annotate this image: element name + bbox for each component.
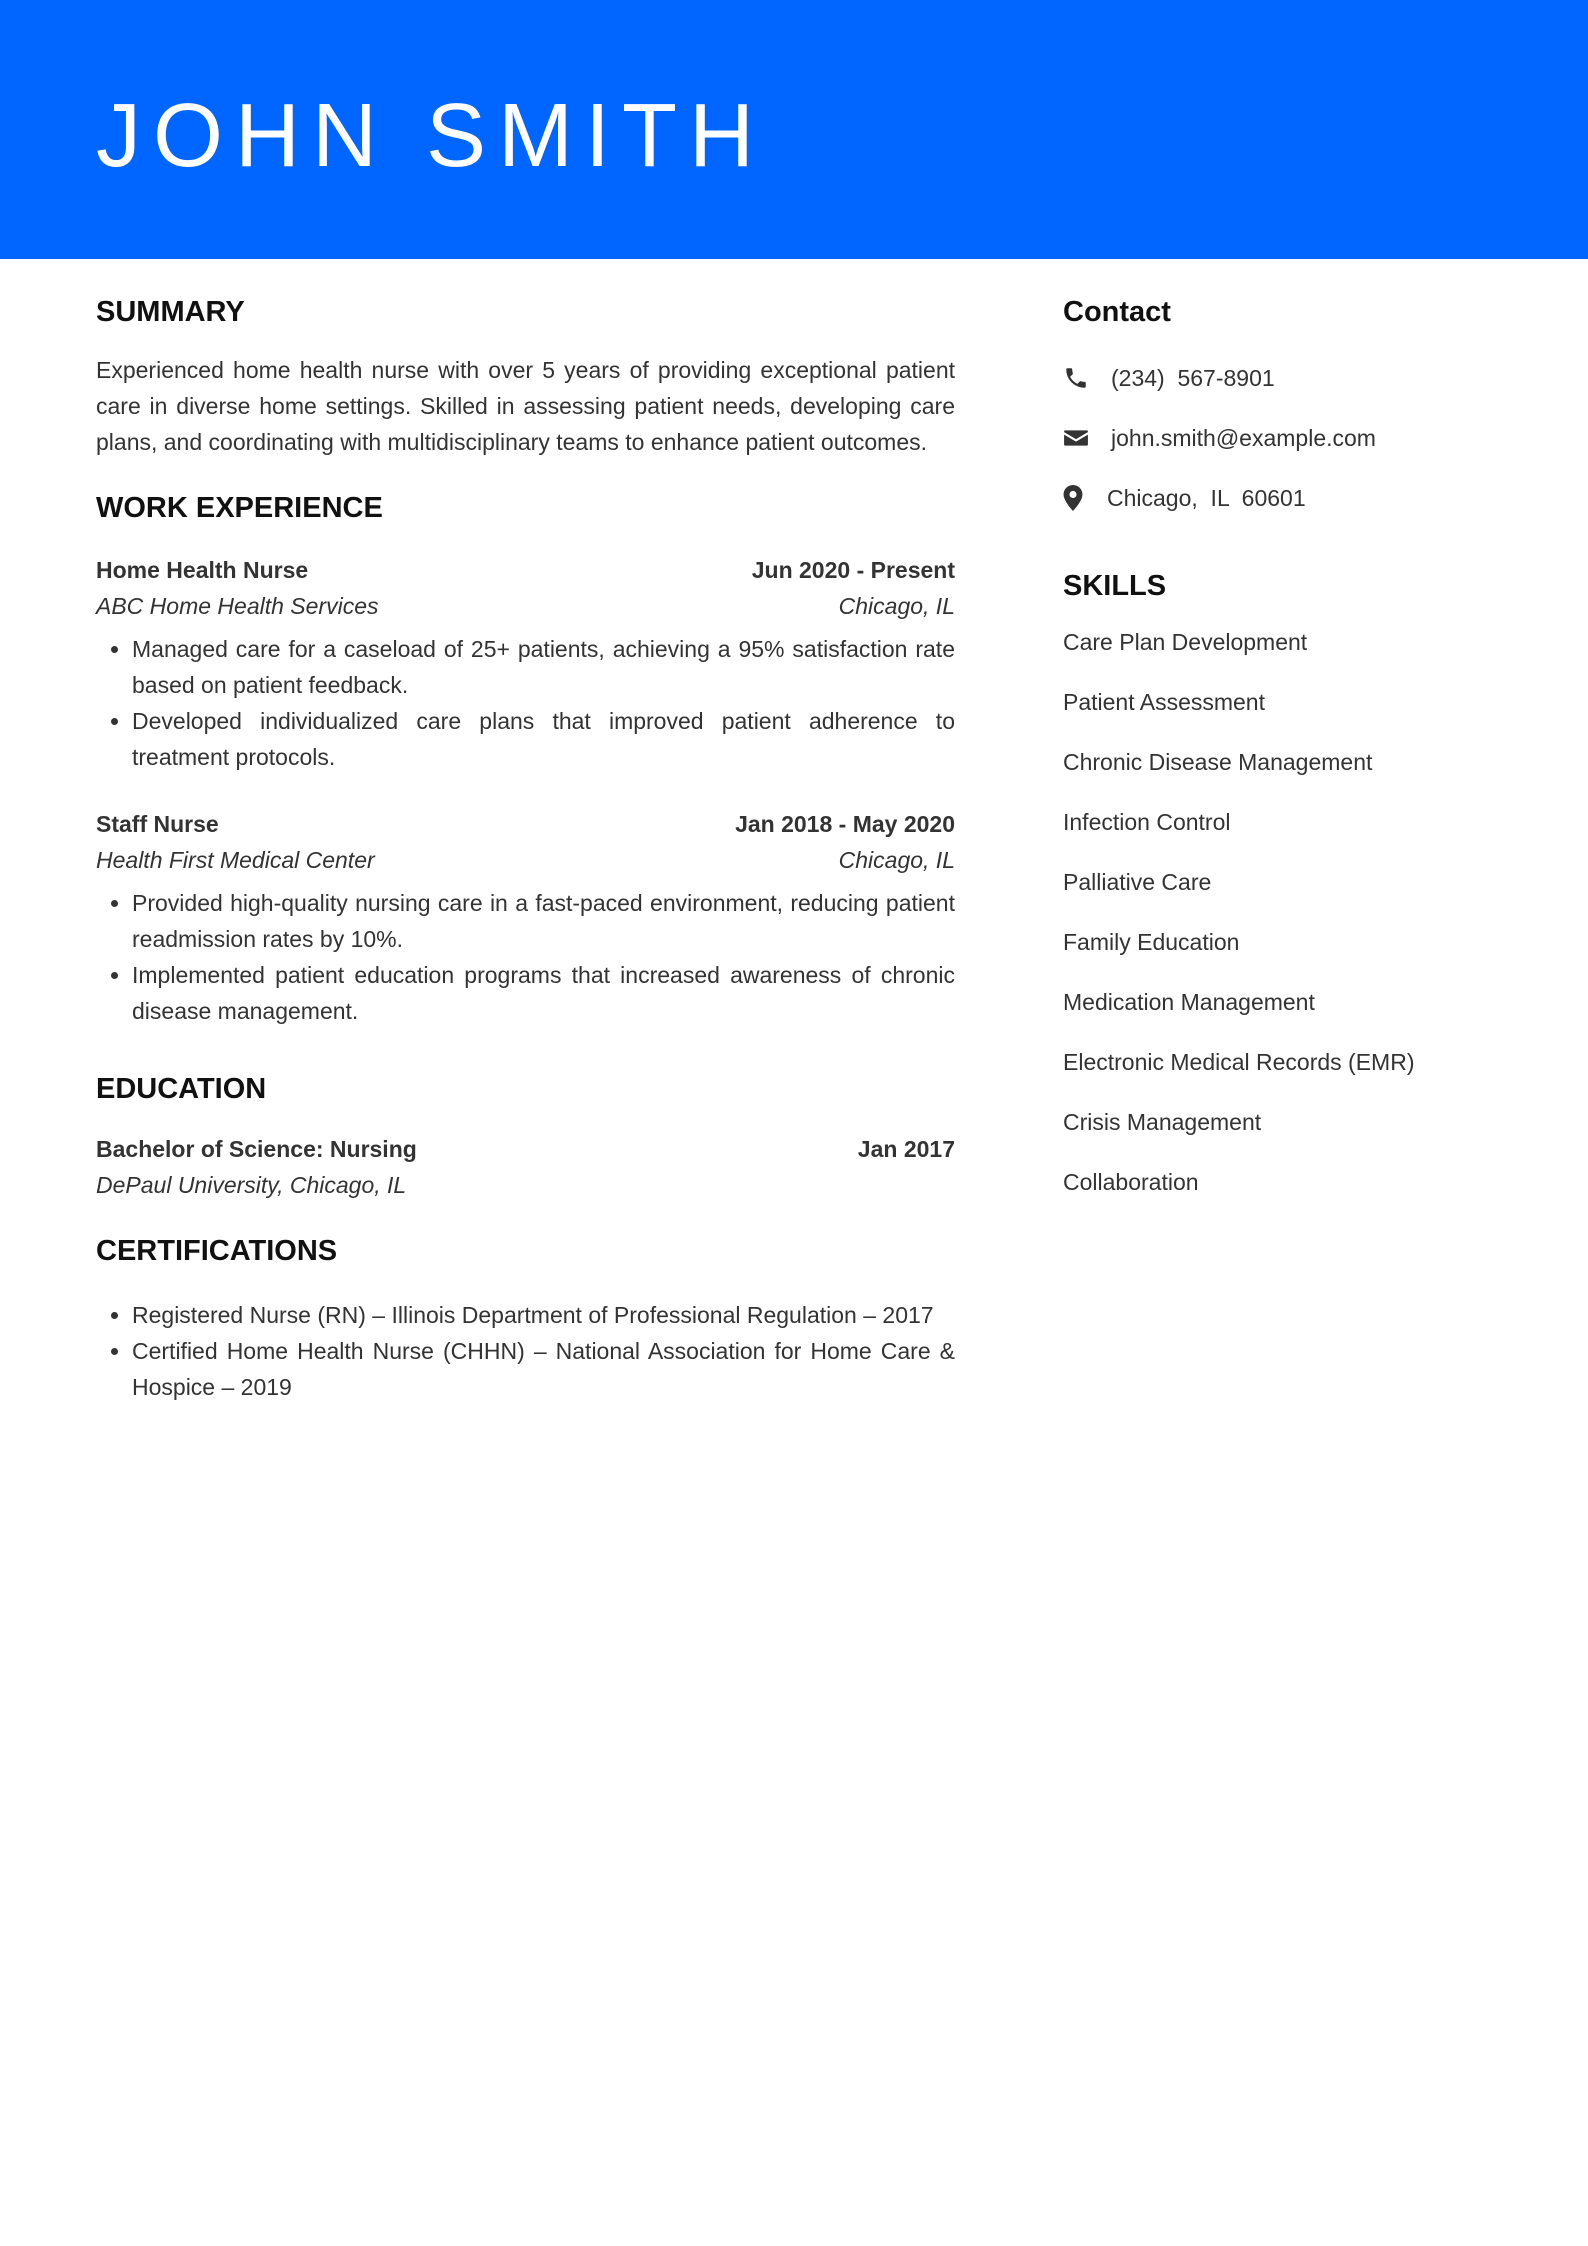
skill-item: Medication Management <box>1063 989 1315 1015</box>
contact-phone <box>1063 360 1523 396</box>
job-location: Chicago, IL <box>838 593 955 619</box>
education-heading: EDUCATION <box>96 1073 267 1105</box>
certifications-section <box>96 1229 955 1405</box>
job-bullets <box>96 885 955 1029</box>
summary-section <box>96 290 955 460</box>
skill-item: Collaboration <box>1063 1169 1199 1195</box>
job-title: Staff Nurse <box>96 811 219 837</box>
phone-icon <box>1063 364 1091 392</box>
school: DePaul University, Chicago, IL <box>96 1172 407 1198</box>
contact-location <box>1063 480 1523 516</box>
job-bullets <box>96 631 955 775</box>
contact-email <box>1063 420 1523 456</box>
job-entry <box>96 552 955 775</box>
skill-item: Infection Control <box>1063 809 1231 835</box>
main-column <box>96 290 955 1405</box>
job-dates: Jun 2020 - Present <box>751 557 955 583</box>
job-bullet: • Implemented patient education programs that increased awareness of chronic disease management. <box>132 957 955 1029</box>
skill-item: Electronic Medical Records (EMR) <box>1063 1049 1415 1075</box>
degree: Bachelor of Science: Nursing <box>96 1136 417 1162</box>
skill-item: Care Plan Development <box>1063 629 1308 655</box>
candidate-name: JOHN SMITH <box>96 86 766 186</box>
certifications-list <box>96 1297 955 1405</box>
phone-number[interactable]: (234) 567-8901 <box>1111 364 1275 391</box>
job-dates: Jan 2018 - May 2020 <box>735 811 955 837</box>
work-experience-heading: WORK EXPERIENCE <box>96 492 383 524</box>
job-bullet: • Provided high-quality nursing care in a fast-paced environment, reducing patient readmission rates by 10%. <box>132 885 955 957</box>
job-company: ABC Home Health Services <box>96 593 379 619</box>
skills-heading: SKILLS <box>1063 570 1167 602</box>
job-entry <box>96 806 955 1029</box>
skill-item: Crisis Management <box>1063 1109 1262 1135</box>
contact-list <box>1063 360 1523 516</box>
map-pin-icon <box>1063 484 1091 512</box>
sidebar-column <box>1063 290 1523 1224</box>
education-section <box>96 1067 955 1203</box>
skills-section <box>1063 564 1523 1200</box>
degree-date: Jan 2017 <box>857 1136 955 1162</box>
job-company: Health First Medical Center <box>96 847 375 873</box>
email-address[interactable]: john.smith@example.com <box>1111 424 1376 451</box>
job-bullet: • Managed care for a caseload of 25+ patients, achieving a 95% satisfaction rate based on patient feedback. <box>132 631 955 703</box>
work-experience-section <box>96 486 955 1029</box>
job-location: Chicago, IL <box>838 847 955 873</box>
header-banner <box>0 0 1588 259</box>
skill-item: Chronic Disease Management <box>1063 749 1373 775</box>
job-title: Home Health Nurse <box>96 557 309 583</box>
certifications-heading: CERTIFICATIONS <box>96 1235 338 1267</box>
summary-text: Experienced home health nurse with over 5 years of providing exceptional patient care in diverse home settings. Skilled in assessing patient needs, developing care plans, and coordinating with multidisciplinary teams to enhance patient outcomes. <box>96 357 955 455</box>
summary-heading: SUMMARY <box>96 296 245 328</box>
envelope-icon <box>1063 424 1091 452</box>
education-entry <box>96 1131 955 1203</box>
skills-list <box>1063 624 1523 1200</box>
skill-item: Palliative Care <box>1063 869 1212 895</box>
skill-item: Patient Assessment <box>1063 689 1265 715</box>
certification-item: • Registered Nurse (RN) – Illinois Department of Professional Regulation – 2017 <box>132 1297 955 1333</box>
skill-item: Family Education <box>1063 929 1240 955</box>
job-bullet: • Developed individualized care plans that improved patient adherence to treatment protocols. <box>132 703 955 775</box>
contact-section <box>1063 290 1523 516</box>
certification-item: • Certified Home Health Nurse (CHHN) – National Association for Home Care & Hospice – 2019 <box>132 1333 955 1405</box>
location-text: Chicago, IL 60601 <box>1107 484 1306 511</box>
contact-heading: Contact <box>1063 296 1171 328</box>
